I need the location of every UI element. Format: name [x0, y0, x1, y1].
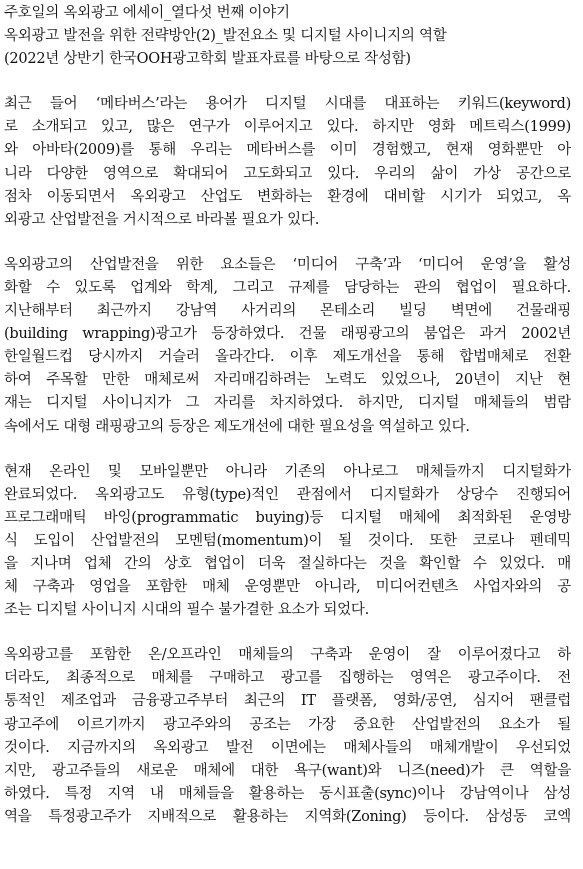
paragraph-line: 니라 다양한 영역으로 확대되어 고도화되고 있다. 우리의 삶이 가상 공간으로 — [4, 165, 571, 182]
paragraph-line: 것이다. 지금까지의 옥외광고 발전 이면에는 매체사들의 매체개발이 우선되었 — [4, 739, 571, 756]
paragraph-line: 옥외광고의 산업발전을 위한 요소들은 ‘미디어 구축’과 ‘미디어 운영’을 활성 — [4, 256, 571, 273]
essay-header — [4, 2, 571, 71]
essay-subtitle: 옥외광고 발전을 위한 전략방안(2)_발전요소 및 디지털 사이니지의 역할 — [4, 28, 447, 45]
paragraph-line: 광고주에 이르기까지 광고주와의 공조는 가장 중요한 산업발전의 요소가 될 — [4, 716, 571, 733]
paragraph-line: 점차 이동되면서 옥외광고 산업도 변화하는 환경에 대비할 시기가 되었고, 옥 — [4, 188, 571, 205]
paragraph-line: 통적인 제조업과 금융광고주부터 최근의 IT 플랫폼, 영화/공연, 심지어 팬클럽 — [4, 693, 571, 710]
paragraph-line: 하여 주목할 만한 매체로써 자리매김하려는 노력도 있었으나, 20년이 지난 현 — [4, 372, 571, 389]
paragraph-line: 지만, 광고주들의 새로운 매체에 대한 욕구(want)와 니즈(need)가 큰 역할을 — [4, 762, 571, 779]
paragraph-line: 하였다. 특정 지역 내 매체들을 활용하는 동시표출(sync)이나 강남역이나 삼성 — [4, 785, 571, 802]
paragraph-line: 을 지나며 업체 간의 상호 협업이 더욱 절실하다는 것을 확인할 수 있었다. 매 — [4, 555, 571, 572]
paragraph-line: 최근 들어 ‘메타버스’라는 용어가 디지털 시대를 대표하는 키워드(keyword) — [4, 96, 571, 113]
paragraph-line: 현재 온라인 및 모바일뿐만 아니라 기존의 아나로그 매체들까지 디지털화가 — [4, 463, 571, 480]
paragraph-line: 외광고 산업발전을 거시적으로 바라볼 필요가 있다. — [4, 211, 320, 228]
paragraph-line: (building wrapping)광고가 등장하였다. 건물 래핑광고의 붐업은 과거 2002년 — [4, 326, 571, 343]
paragraph-line: 체 구축과 영업을 포함한 매체 운영뿐만 아니라, 미디어컨텐츠 사업자와의 공 — [4, 579, 571, 596]
paragraph-line: 속에서도 대형 래핑광고의 등장은 제도개선에 대한 필요성을 역설하고 있다. — [4, 418, 470, 435]
paragraph-line: 더라도, 최종적으로 매체를 구매하고 광고를 집행하는 영역은 광고주이다. 전 — [4, 670, 571, 687]
source-note: (2022년 상반기 한국OOH광고학회 발표자료를 바탕으로 작성함) — [4, 51, 411, 68]
paragraph-line: 식 도입이 산업발전의 모멘텀(momentum)이 될 것이다. 또한 코로나 펜데믹 — [4, 532, 571, 549]
paragraph-line: 역을 특정광고주가 지배적으로 활용하는 지역화(Zoning) 등이다. 삼성동 코엑 — [4, 808, 571, 825]
series-title: 주호일의 옥외광고 에세이_열다섯 번째 이야기 — [4, 5, 290, 21]
paragraph-gap — [4, 232, 571, 254]
paragraph-gap — [4, 71, 571, 93]
paragraph-line: 옥외광고를 포함한 온/오프라인 매체들의 구축과 운영이 잘 이루어졌다고 하 — [4, 647, 571, 664]
paragraph-line: 지난해부터 최근까지 강남역 사거리의 몬테소리 빌딩 벽면에 건물래핑 — [4, 303, 571, 320]
paragraph-line: 와 아바타(2009)를 통해 우리는 메타버스를 이미 경험했고, 현재 영화뿐만 아 — [4, 142, 571, 159]
paragraph-3 — [4, 461, 571, 623]
paragraph-1 — [4, 93, 571, 232]
paragraph-line: 프로그래매틱 바잉(programmatic buying)등 디지털 매체에 최적화된 운영방 — [4, 509, 571, 526]
paragraph-line: 한일월드컵 당시까지 거슬러 올라간다. 이후 제도개선을 통해 합법매체로 전환 — [4, 349, 571, 366]
paragraph-line: 로 소개되고 있고, 많은 연구가 이루어지고 있다. 하지만 영화 메트릭스(1999) — [4, 119, 571, 136]
paragraph-line: 화할 수 있도록 업계와 학계, 그리고 규제를 담당하는 관의 협업이 필요하다. — [4, 279, 571, 296]
paragraph-gap — [4, 439, 571, 461]
paragraph-line: 재는 디지털 사이니지가 그 자리를 차지하였다. 하지만, 디지털 매체들의 범람 — [4, 395, 571, 412]
paragraph-gap — [4, 622, 571, 644]
paragraph-4 — [4, 644, 571, 829]
paragraph-line: 완료되었다. 옥외광고도 유형(type)적인 관점에서 디지털화가 상당수 진행되어 — [4, 486, 571, 503]
paragraph-2 — [4, 254, 571, 439]
paragraph-line: 조는 디지털 사이니지 시대의 필수 불가결한 요소가 되었다. — [4, 602, 370, 619]
